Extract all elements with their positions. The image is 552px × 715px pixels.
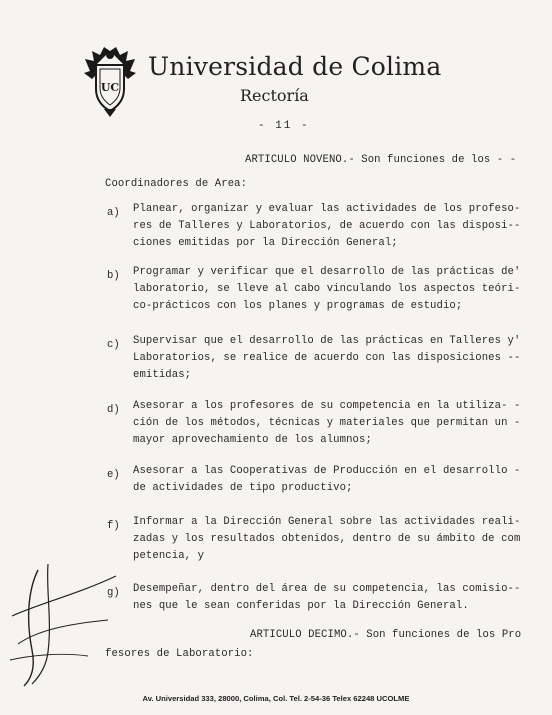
item-label-c: c) — [107, 339, 120, 351]
item-label-b: b) — [107, 270, 120, 282]
item-label-e: e) — [107, 469, 120, 481]
article-noveno-heading: ARTICULO NOVENO.- Son funciones de los - - — [245, 154, 517, 166]
item-label-a: a) — [107, 207, 120, 219]
item-f-line: petencia, y — [133, 550, 205, 562]
university-crest-logo — [82, 45, 138, 117]
item-b-line: Programar y verificar que el desarrollo de las prácticas de' — [133, 266, 521, 278]
article-decimo-text: fesores de Laboratorio: — [105, 648, 254, 660]
office-name: Rectoría — [240, 86, 309, 105]
article-decimo-heading: ARTICULO DECIMO.- Son funciones de los Pro — [250, 629, 522, 641]
university-name: Universidad de Colima — [148, 52, 442, 81]
item-d-line: Asesorar a los profesores de su competencia en la utiliza- - — [133, 400, 521, 412]
article-noveno-text: Coordinadores de Area: — [105, 178, 248, 190]
item-a-line: ciones emitidas por la Dirección General; — [133, 237, 398, 249]
item-b-line: laboratorio, se lleve al cabo vinculando los aspectos teóri- — [133, 283, 521, 295]
item-d-line: mayor aprovechamiento de los alumnos; — [133, 434, 372, 446]
footer-address: Av. Universidad 333, 28000, Colima, Col. Tel. 2-54-36 Telex 62248 UCOLME — [142, 694, 410, 703]
item-f-line: zadas y los resultados obtenidos, dentro de su ámbito de com — [133, 533, 521, 545]
item-a-line: res de Talleres y Laboratorios, de acuerdo con las disposi-- — [133, 220, 521, 232]
page-number: - 11 - — [258, 120, 310, 132]
item-b-line: co-prácticos con los planes y programas de estudio; — [133, 300, 463, 312]
item-d-line: ción de los métodos, técnicas y materiales que permitan un - — [133, 417, 521, 429]
item-c-line: emitidas; — [133, 369, 192, 381]
item-c-line: Supervisar que el desarrollo de las prácticas en Talleres y' — [133, 335, 521, 347]
item-g-line: nes que le sean conferidas por la Dirección General. — [133, 600, 469, 612]
item-a-line: Planear, organizar y evaluar las actividades de los profeso- — [133, 203, 521, 215]
item-c-line: Laboratorios, se realice de acuerdo con las disposiciones -- — [133, 352, 521, 364]
item-label-g: g) — [107, 587, 120, 599]
item-e-line: de actividades de tipo productivo; — [133, 482, 353, 494]
item-e-line: Asesorar a las Cooperativas de Producción en el desarrollo - — [133, 465, 521, 477]
svg-text:UC: UC — [100, 81, 120, 94]
item-label-d: d) — [107, 404, 120, 416]
item-f-line: Informar a la Dirección General sobre las actividades reali- — [133, 516, 521, 528]
item-label-f: f) — [107, 520, 120, 532]
handwritten-signature — [8, 560, 128, 690]
item-g-line: Desempeñar, dentro del área de su competencia, las comisio-- — [133, 583, 521, 595]
